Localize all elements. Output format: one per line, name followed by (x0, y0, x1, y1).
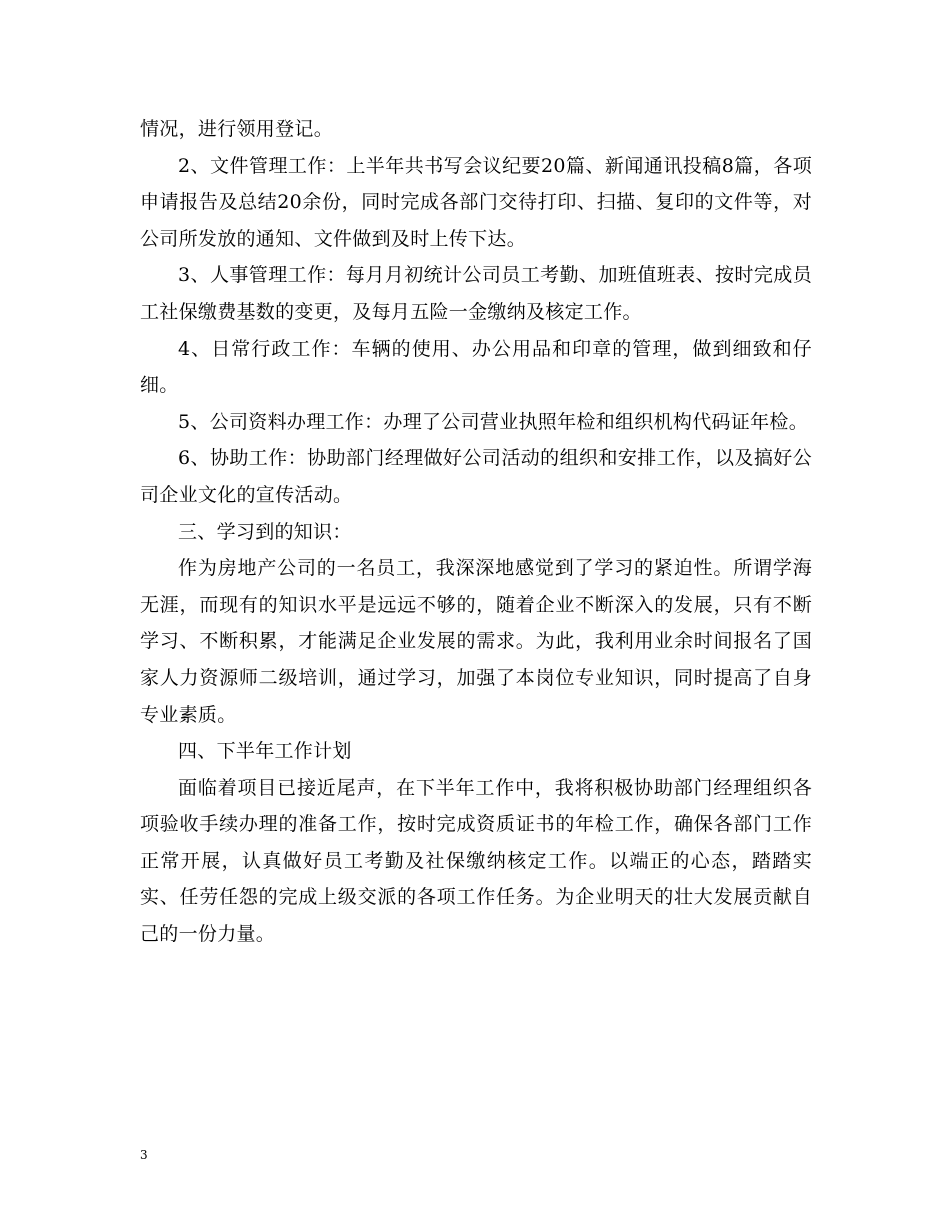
paragraph-hr-management: 3、人事管理工作：每月月初统计公司员工考勤、加班值班表、按时完成员工社保缴费基数的变更，及每月五险一金缴纳及核定工作。 (140, 264, 812, 323)
page-number: 3 (140, 1148, 148, 1162)
paragraph-daily-admin: 4、日常行政工作：车辆的使用、办公用品和印章的管理，做到细致和仔细。 (140, 337, 812, 397)
paragraph-company-documents: 5、公司资料办理工作：办理了公司营业执照年检和组织机构代码证年检。 (178, 410, 808, 433)
paragraph-knowledge: 作为房地产公司的一名员工，我深深地感觉到了学习的紧迫性。所谓学海无涯，而现有的知识水平是远远不够的，随着企业不断深入的发展，只有不断学习、不断积累，才能满足企业发展的需求。为此，我利用业余时间报名了国家人力资源师二级培训，通过学习，加强了本岗位专业知识，同时提高了自身专业素质。 (140, 557, 812, 726)
paragraph-plan: 面临着项目已接近尾声，在下半年工作中，我将积极协助部门经理组织各项验收手续办理的准备工作，按时完成资质证书的年检工作，确保各部门工作正常开展，认真做好员工考勤及社保缴纳核定工作。以端正的心态，踏踏实实、任劳任怨的完成上级交派的各项工作任务。为企业明天的壮大发展贡献自己的一份力量。 (140, 776, 812, 946)
section-heading-plan: 四、下半年工作计划 (178, 740, 352, 763)
paragraph-continuation: 情况，进行领用登记。 (140, 118, 334, 140)
paragraph-assistance-work: 6、协助工作：协助部门经理做好公司活动的组织和安排工作，以及搞好公司企业文化的宣传活动。 (140, 447, 812, 506)
paragraph-file-management: 2、文件管理工作：上半年共书写会议纪要20篇、新闻通讯投稿8篇，各项申请报告及总结20余份，同时完成各部门交待打印、扫描、复印的文件等，对公司所发放的通知、文件做到及时上传下达。 (140, 154, 812, 250)
document-body (140, 111, 812, 953)
section-heading-knowledge: 三、学习到的知识： (178, 520, 352, 543)
